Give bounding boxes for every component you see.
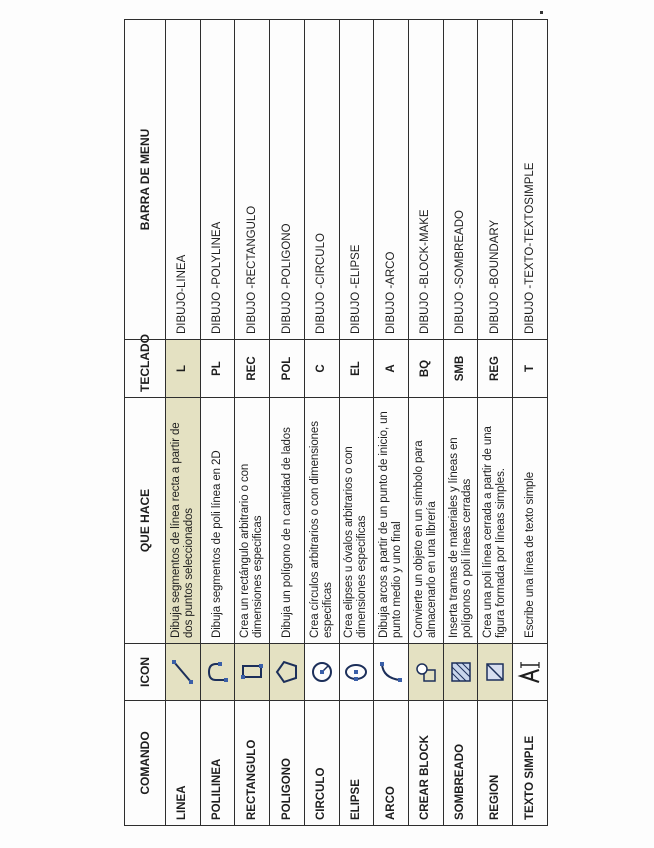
scan-speck <box>540 11 543 14</box>
command-description: Crea un rectángulo arbitrario o con dimensiones especificas <box>235 398 270 644</box>
command-name: ELIPSE <box>339 701 374 826</box>
keyboard-shortcut: BQ <box>409 340 444 398</box>
command-description: Dibuja segmentos de poli línea en 2D <box>200 398 235 644</box>
keyboard-shortcut: POL <box>270 340 305 398</box>
command-description: Dibuja un polígono de n cantidad de lados <box>270 398 305 644</box>
header-row <box>125 20 166 826</box>
menu-path: DIBUJO -BLOCK-MAKE <box>409 20 444 340</box>
menu-path: DIBUJO -SOMBREADO <box>443 20 478 340</box>
command-description: Dibuja arcos a partir de un punto de inicio, un punto medio y uno final <box>374 398 409 644</box>
table-row <box>374 20 409 826</box>
table-row <box>235 20 270 826</box>
line-icon <box>166 644 201 701</box>
menu-path: DIBUJO-LINEA <box>166 20 201 340</box>
menu-path: DIBUJO -TEXTO-TEXTOSIMPLE <box>513 20 548 340</box>
keyboard-shortcut: EL <box>339 340 374 398</box>
header-icon: ICON <box>125 644 166 701</box>
circle-icon <box>304 644 339 701</box>
menu-path: DIBUJO -ARCO <box>374 20 409 340</box>
command-description: Crea elipses u óvalos arbitrarios o con dimensiones especificas <box>339 398 374 644</box>
header-barra: BARRA DE MENU <box>125 20 166 340</box>
menu-path: DIBUJO -POLIGONO <box>270 20 305 340</box>
command-name: CREAR BLOCK <box>409 701 444 826</box>
keyboard-shortcut: A <box>374 340 409 398</box>
command-description: Convierte un objeto en un símbolo para almacenarlo en una librería <box>409 398 444 644</box>
header-teclado: TECLADO <box>125 340 166 398</box>
table-row <box>200 20 235 826</box>
table-row <box>339 20 374 826</box>
command-table <box>124 19 548 826</box>
hatch-icon <box>443 644 478 701</box>
text-icon <box>513 644 548 701</box>
command-name: POLILINEA <box>200 701 235 826</box>
arc-icon <box>374 644 409 701</box>
keyboard-shortcut: REC <box>235 340 270 398</box>
command-name: RECTANGULO <box>235 701 270 826</box>
region-icon <box>478 644 513 701</box>
block-icon <box>409 644 444 701</box>
table-row <box>478 20 513 826</box>
rotated-table-wrapper <box>124 20 548 826</box>
table-row <box>304 20 339 826</box>
header-que-hace: QUE HACE <box>125 398 166 644</box>
keyboard-shortcut: REG <box>478 340 513 398</box>
keyboard-shortcut: C <box>304 340 339 398</box>
keyboard-shortcut: L <box>166 340 201 398</box>
menu-path: DIBUJO -RECTANGULO <box>235 20 270 340</box>
keyboard-shortcut: T <box>513 340 548 398</box>
table-row <box>270 20 305 826</box>
command-description: Dibuja segmentos de línea recta a partir de dos puntos seleccionados <box>166 398 201 644</box>
command-name: POLIGONO <box>270 701 305 826</box>
command-description: Inserta tramas de materiales y líneas en polígonos o poli líneas cerradas <box>443 398 478 644</box>
menu-path: DIBUJO -ELIPSE <box>339 20 374 340</box>
table-row <box>513 20 548 826</box>
keyboard-shortcut: SMB <box>443 340 478 398</box>
command-name: LINEA <box>166 701 201 826</box>
command-name: REGION <box>478 701 513 826</box>
command-name: TEXTO SIMPLE <box>513 701 548 826</box>
command-description: Escribe una línea de texto simple <box>513 398 548 644</box>
command-name: ARCO <box>374 701 409 826</box>
table-row <box>409 20 444 826</box>
menu-path: DIBUJO -POLYLINEA <box>200 20 235 340</box>
menu-path: DIBUJO -BOUNDARY <box>478 20 513 340</box>
table-row <box>166 20 201 826</box>
polyline-icon <box>200 644 235 701</box>
keyboard-shortcut: PL <box>200 340 235 398</box>
polygon-icon <box>270 644 305 701</box>
rectangle-icon <box>235 644 270 701</box>
header-comando: COMANDO <box>125 701 166 826</box>
menu-path: DIBUJO -CIRCULO <box>304 20 339 340</box>
ellipse-icon <box>339 644 374 701</box>
command-name: CIRCULO <box>304 701 339 826</box>
command-description: Crea círculos arbitrarios o con dimensiones especificas <box>304 398 339 644</box>
command-description: Crea una poli línea cerrada a partir de una figura formada por líneas simples. <box>478 398 513 644</box>
table-row <box>443 20 478 826</box>
command-name: SOMBREADO <box>443 701 478 826</box>
